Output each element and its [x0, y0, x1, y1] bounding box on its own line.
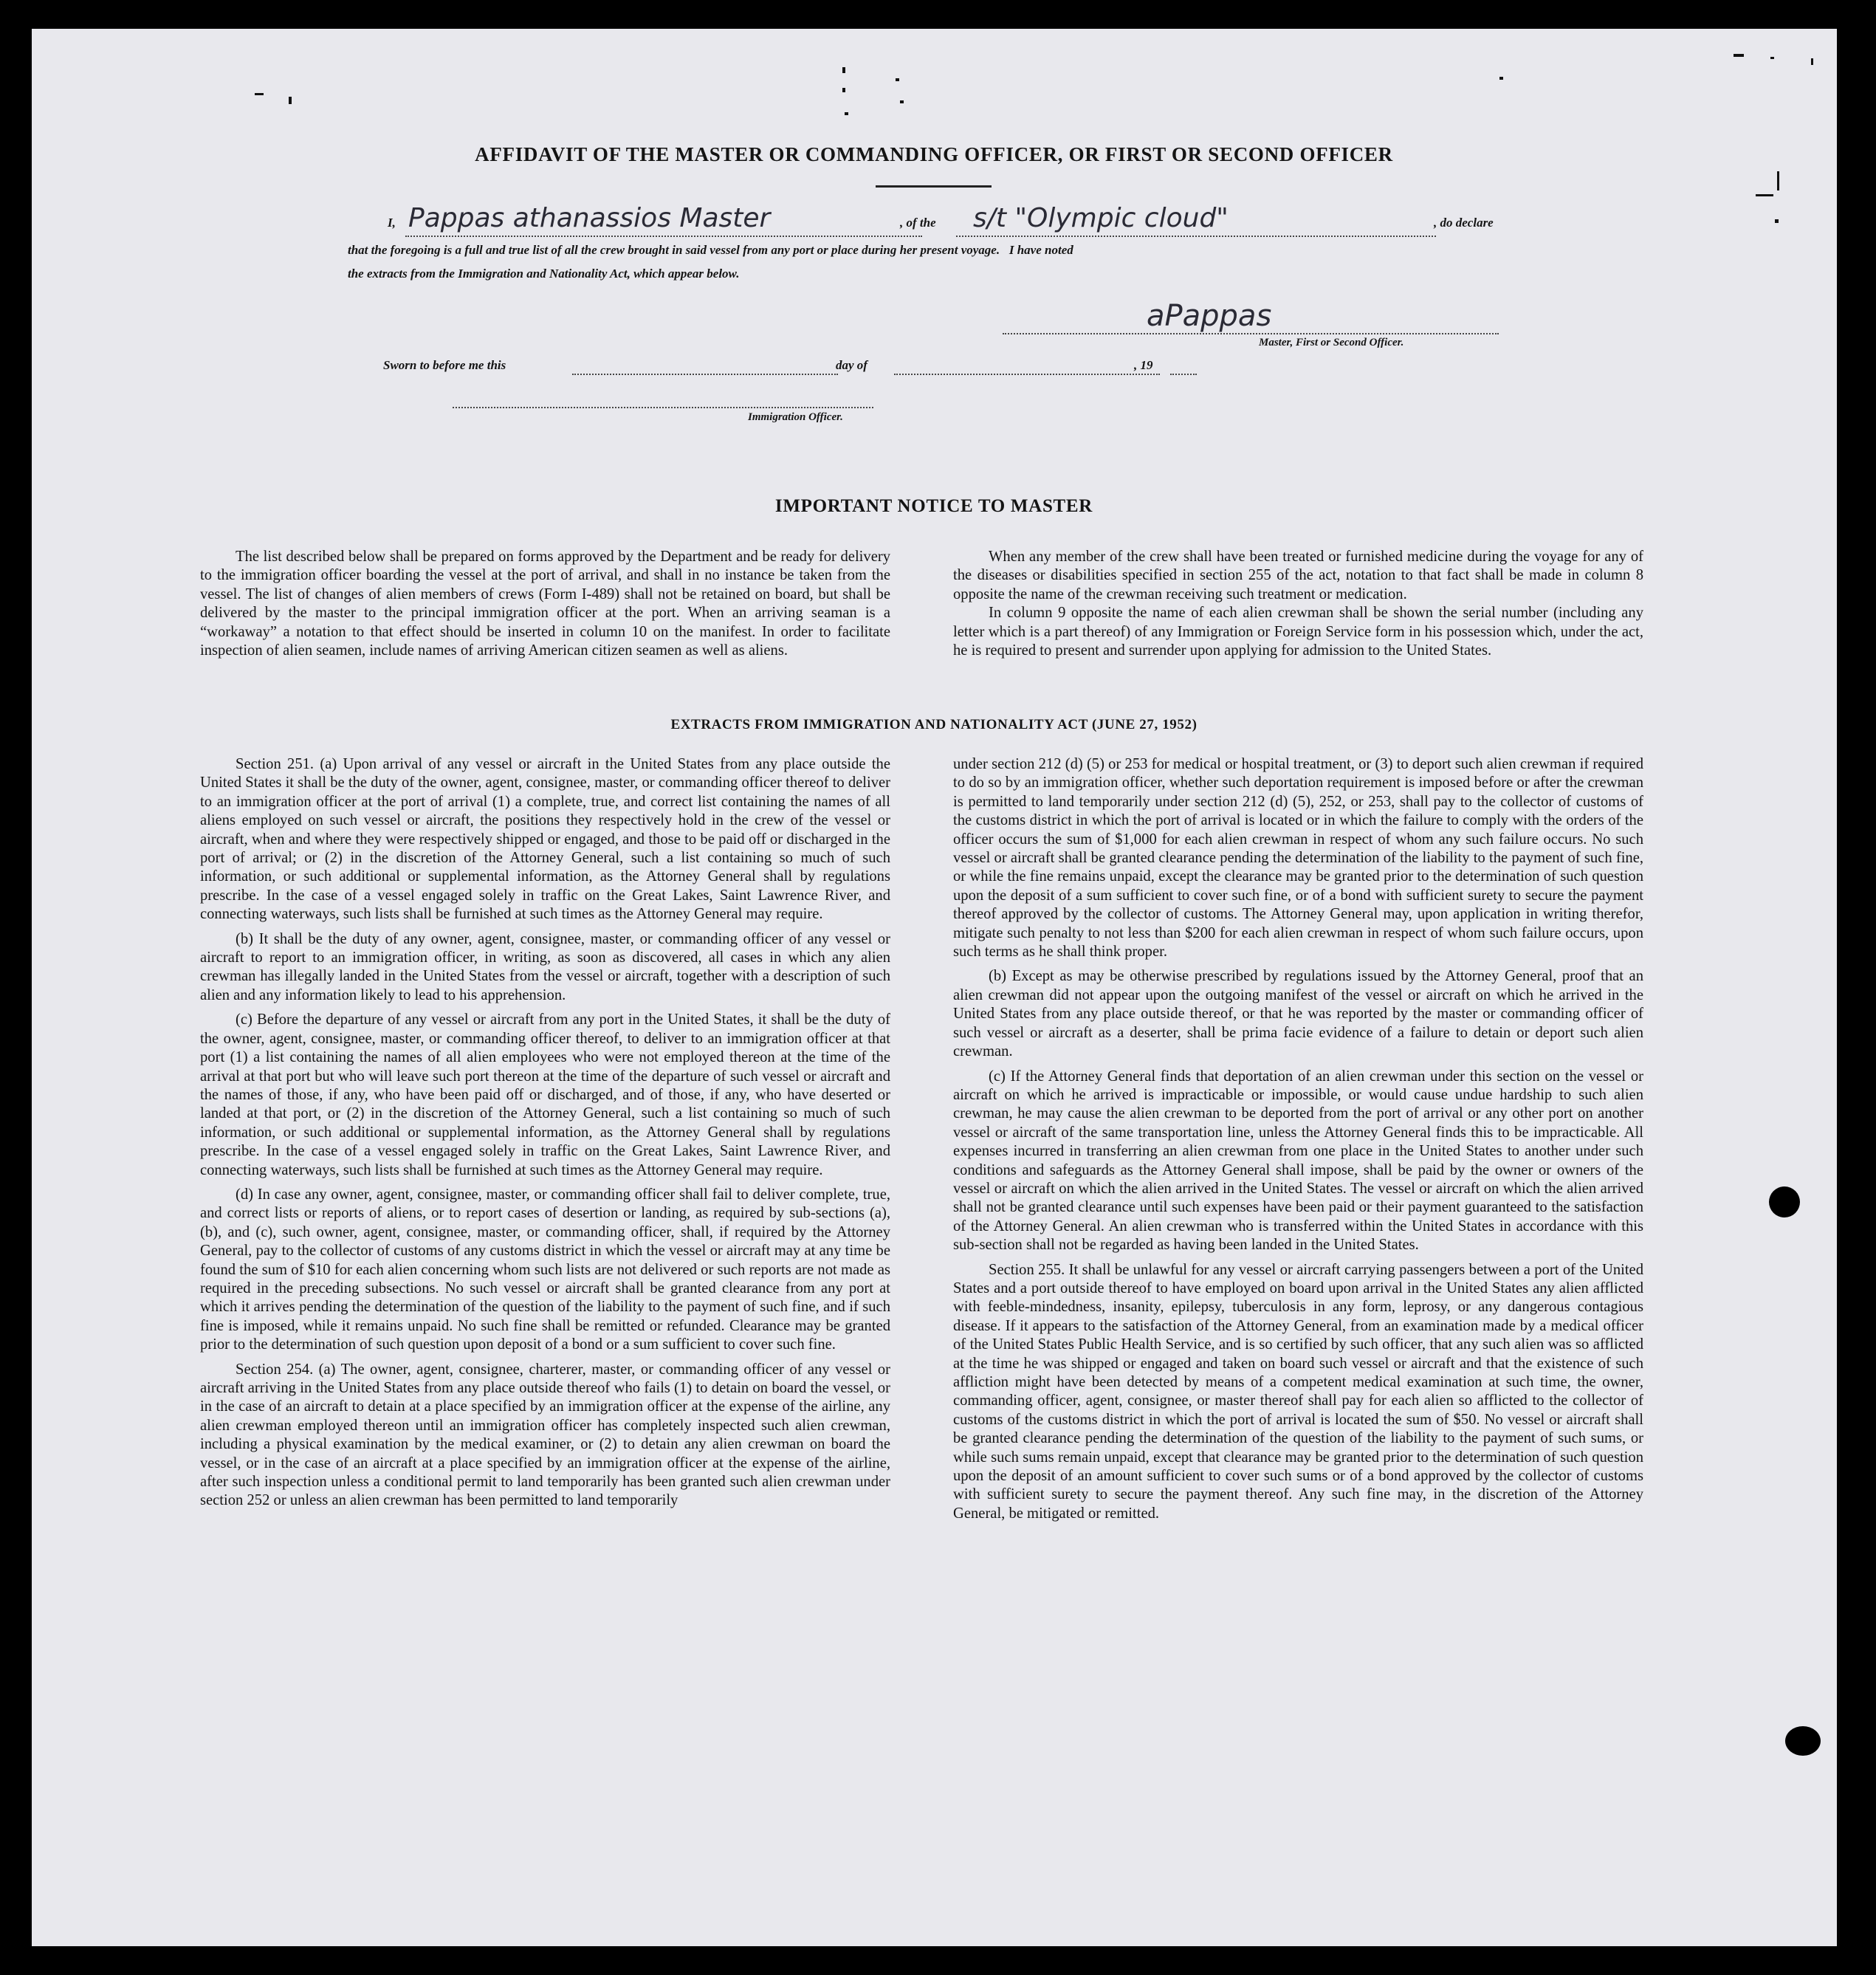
year-label: , 19	[1134, 358, 1153, 372]
notice-right-column	[953, 548, 1643, 666]
declaration-line-2: that the foregoing is a full and true list of all the crew brought in said vessel from any port or place during her present voyage. I have noted	[348, 243, 1073, 257]
notice-right-paragraph-1: When any member of the crew shall have been treated or furnished medicine during the voyage for any of the diseases or disabilities specified in section 255 of the act, notation to that fact shall be made in column 8 opposite the name of the crewman receiving such treatment or medication.	[953, 549, 1643, 602]
master-name-line	[405, 236, 922, 237]
master-name-handwritten: Pappas athanassios Master	[408, 203, 771, 233]
section-254c: (c) If the Attorney General finds that deportation of an alien crewman under this section on the vessel or aircraft on which he arrived is impracticable or impossible, or would cause undue hardship to such alien crewman, he may cause the alien crewman to be deported from the port of arrival or any other port on another vessel or aircraft of the same transportation line, unless the Attorney General finds this to be impracticable. All expenses incurred in transferring an alien crewman from one place in the United States to another under such conditions and safeguards as the Attorney General shall impose, shall be paid by the owner or owners of the vessel or aircraft on which the alien arrived in the United States. The vessel or aircraft on which the alien arrived shall not be granted clearance until such expenses have been paid or their payment guaranteed to the satisfaction of the Attorney General. An alien crewman who is transferred within the United States in accordance with this sub-section shall not be regarded as having been landed in the United States.	[953, 1068, 1643, 1254]
of-the-label: , of the	[900, 216, 936, 230]
section-251b: (b) It shall be the duty of any owner, agent, consignee, master, or commanding officer of any vessel or aircraft to report to an immigration officer, in writing, as soon as discovered, all cases in which any alien crewman has illegally landed in the United States from the vessel or aircraft, together with a description of such alien and any information likely to lead to his apprehension.	[200, 930, 890, 1003]
master-signature: aPappas	[1147, 299, 1272, 333]
extracts-left-column	[200, 755, 890, 1517]
notice-left-column	[200, 548, 890, 666]
section-255: Section 255. It shall be unlawful for any vessel or aircraft carrying passengers between a port of the United States and a port outside thereof to have employed on board upon arrival in the United States any alien afflicted with feeble-mindedness, insanity, epilepsy, tuberculosis in any form, leprosy, or any dangerous contagious disease. If it appears to the satisfaction of the Attorney General, from an examination made by a medical officer of the United States Public Health Service, and is so certified by such officer, that any such alien was so afflicted at the time he was shipped or engaged and taken on board such vessel or aircraft and that the existence of such affliction might have been detected by means of a competent medical examination at such time, the owner, commanding officer, agent, consignee, or master thereof shall pay for each alien so afflicted to the collector of customs of the customs district in which the port of arrival is located the sum of $50. No vessel or aircraft shall be granted clearance pending the determination of the question of the liability to the payment of such sums, or while such sums remain unpaid, except that clearance may be granted prior to the determination of such question upon the deposit of an amount sufficient to cover such sums or of a bond approved by the collector of customs with sufficient surety to secure the payment thereof. Any such fine may, in the discretion of the Attorney General, be mitigated or remitted.	[953, 1261, 1643, 1522]
affidavit-title: AFFIDAVIT OF THE MASTER OR COMMANDING OFFICER, OR FIRST OR SECOND OFFICER	[475, 143, 1393, 165]
day-of-label: day of	[836, 358, 867, 372]
notice-left-paragraph: The list described below shall be prepared on forms approved by the Department and be ready for delivery to the immigration officer boarding the vessel at the port of arrival, and shall in no instance be taken from the vessel. The list of changes of alien members of crews (Form I-489) shall not be retained on board, but shall be delivered by the master to the principal immigration officer at the port. When an arriving seaman is a “workaway” a notation to that effect should be inserted in column 10 on the manifest. In order to facilitate inspection of alien seamen, include names of arriving American citizen seamen as well as aliens.	[200, 549, 890, 659]
document-page	[32, 29, 1837, 1946]
notice-title: IMPORTANT NOTICE TO MASTER	[774, 496, 1093, 516]
do-declare-label: , do declare	[1434, 216, 1494, 230]
sworn-month-line	[894, 374, 1160, 375]
declaration-line-3: the extracts from the Immigration and Nationality Act, which appear below.	[348, 267, 740, 281]
officer-line	[453, 407, 873, 408]
section-254a-cont: under section 212 (d) (5) or 253 for medical or hospital treatment, or (3) to deport such alien crewman if required to do so by an immigration officer, whether such deportation requirement is imposed before or after the crewman is permitted to land temporarily under section 212 (d) (5), 252, or 253, shall pay to the collector of customs of the customs district in which the port of arrival is located or in which the failure to comply with the orders of the officer occurs the sum of $1,000 for each alien crewman in respect of whom any such failure occurs. No such vessel or aircraft shall be granted clearance pending the determination of the liability to the payment of such fine, or while the fine remains unpaid, except the clearance may be granted prior to the determination of such question upon the deposit of a sum sufficient to cover such fine, or of a bond with sufficient surety to secure the payment thereof approved by the collector of customs. The Attorney General may, upon application in writing therefor, mitigate such penalty to not less than $200 for each alien crewman in respect of whom such failure occurs, upon such terms as he shall think proper.	[953, 756, 1643, 961]
section-251d: (d) In case any owner, agent, consignee, master, or commanding officer shall fail to deliver complete, true, and correct lists or reports of aliens, or to report cases of desertion or landing, as required by sub-sections (a), (b), and (c), such owner, agent, consignee, master, or commanding officer, shall, if required by the Attorney General, pay to the collector of customs of any customs district in which the vessel or aircraft may at any time be found the sum of $10 for each alien concerning whom such lists are not delivered or such reports are not made as required in the preceding subsections. No such vessel or aircraft shall be granted clearance from any port at which it arrives pending the determination of the question of the liability to the payment of such fine, and if such fine is imposed, while it remains unpaid. No such fine shall be remitted or refunded. Clearance may be granted prior to the determination of such question upon deposit of a bond or a sum sufficient to cover such fine.	[200, 1186, 890, 1353]
section-251c: (c) Before the departure of any vessel or aircraft from any port in the United States, it shall be the duty of the owner, agent, consignee, master, or commanding officer thereof, to deliver to an immigration officer at that port (1) a list containing the names of all alien employees who were not employed thereon at the time of the arrival at that port but who will leave such port thereon at the time of the departure of such vessel or aircraft and the names of those, if any, who have been paid off or discharged, and of those, if any, who have deserted or landed at that port, or (2) in the discretion of the Attorney General, such a list containing so much of such information, or such additional or supplemental information, as the Attorney General shall by regulations prescribe. In the case of a vessel engaged solely in traffic on the Great Lakes, Saint Lawrence River, and connecting waterways, such lists shall be furnished at such times as the Attorney General may require.	[200, 1011, 890, 1178]
vessel-handwritten: s/t "Olympic cloud"	[973, 203, 1229, 233]
signature-caption: Master, First or Second Officer.	[1259, 337, 1404, 348]
vessel-line	[956, 236, 1436, 237]
section-254a: Section 254. (a) The owner, agent, consignee, charterer, master, or commanding officer of any vessel or aircraft arriving in the United States from any place outside thereof who fails (1) to detain on board the vessel, or in the case of an aircraft to detain at a place specified by an immigration officer at the expense of the airline, any alien crewman employed thereon until an immigration officer has completely inspected such alien crewman, including a physical examination by the medical examiner, or (2) to detain any alien crewman on board the vessel, or in the case of an aircraft at a place specified by an immigration officer at the expense of the airline, after such inspection unless a conditional permit to land temporarily has been granted such alien crewman under section 252 or unless an alien crewman has been permitted to land temporarily	[200, 1361, 890, 1509]
sworn-label: Sworn to before me this	[383, 358, 506, 372]
punch-hole-lower	[1785, 1726, 1821, 1756]
section-254b: (b) Except as may be otherwise prescribed by regulations issued by the Attorney General, proof that an alien crewman did not appear upon the outgoing manifest of the vessel or aircraft on which he arrived in the United States from any place outside thereof, or that he was reported by the master or commanding officer of such vessel or aircraft as a deserter, shall be prima facie evidence of a failure to detain or deport such alien crewman.	[953, 968, 1643, 1060]
title-rule	[876, 185, 992, 188]
sworn-day-line	[572, 374, 838, 375]
punch-hole-upper	[1769, 1186, 1800, 1217]
officer-caption: Immigration Officer.	[748, 411, 843, 423]
extracts-title: EXTRACTS FROM IMMIGRATION AND NATIONALITY ACT (JUNE 27, 1952)	[670, 717, 1198, 732]
extracts-right-column	[953, 755, 1643, 1529]
year-line	[1170, 374, 1197, 375]
notice-right-paragraph-2: In column 9 opposite the name of each alien crewman shall be shown the serial number (including any letter which is a part thereof) of any Immigration or Foreign Service form in his possession which, under the act, he is required to present and surrender upon applying for admission to the United States.	[953, 605, 1643, 659]
signature-line	[1003, 333, 1499, 334]
line1-prefix: I,	[388, 216, 396, 230]
section-251a: Section 251. (a) Upon arrival of any vessel or aircraft in the United States from any place outside the United States it shall be the duty of the owner, agent, consignee, master, or commanding officer thereof to deliver to an immigration officer at the port of arrival (1) a complete, true, and correct list containing the names of all aliens employed on such vessel or aircraft, the positions they respectively hold in the crew of the vessel or aircraft, when and where they were respectively shipped or engaged, and those to be paid off or discharged in the port of arrival; or (2) in the discretion of the Attorney General, such a list containing so much of such information, or such additional or supplemental information, as the Attorney General shall by regulations prescribe. In the case of a vessel engaged solely in traffic on the Great Lakes, Saint Lawrence River, and connecting waterways, such lists shall be furnished at such times as the Attorney General may require.	[200, 756, 890, 923]
